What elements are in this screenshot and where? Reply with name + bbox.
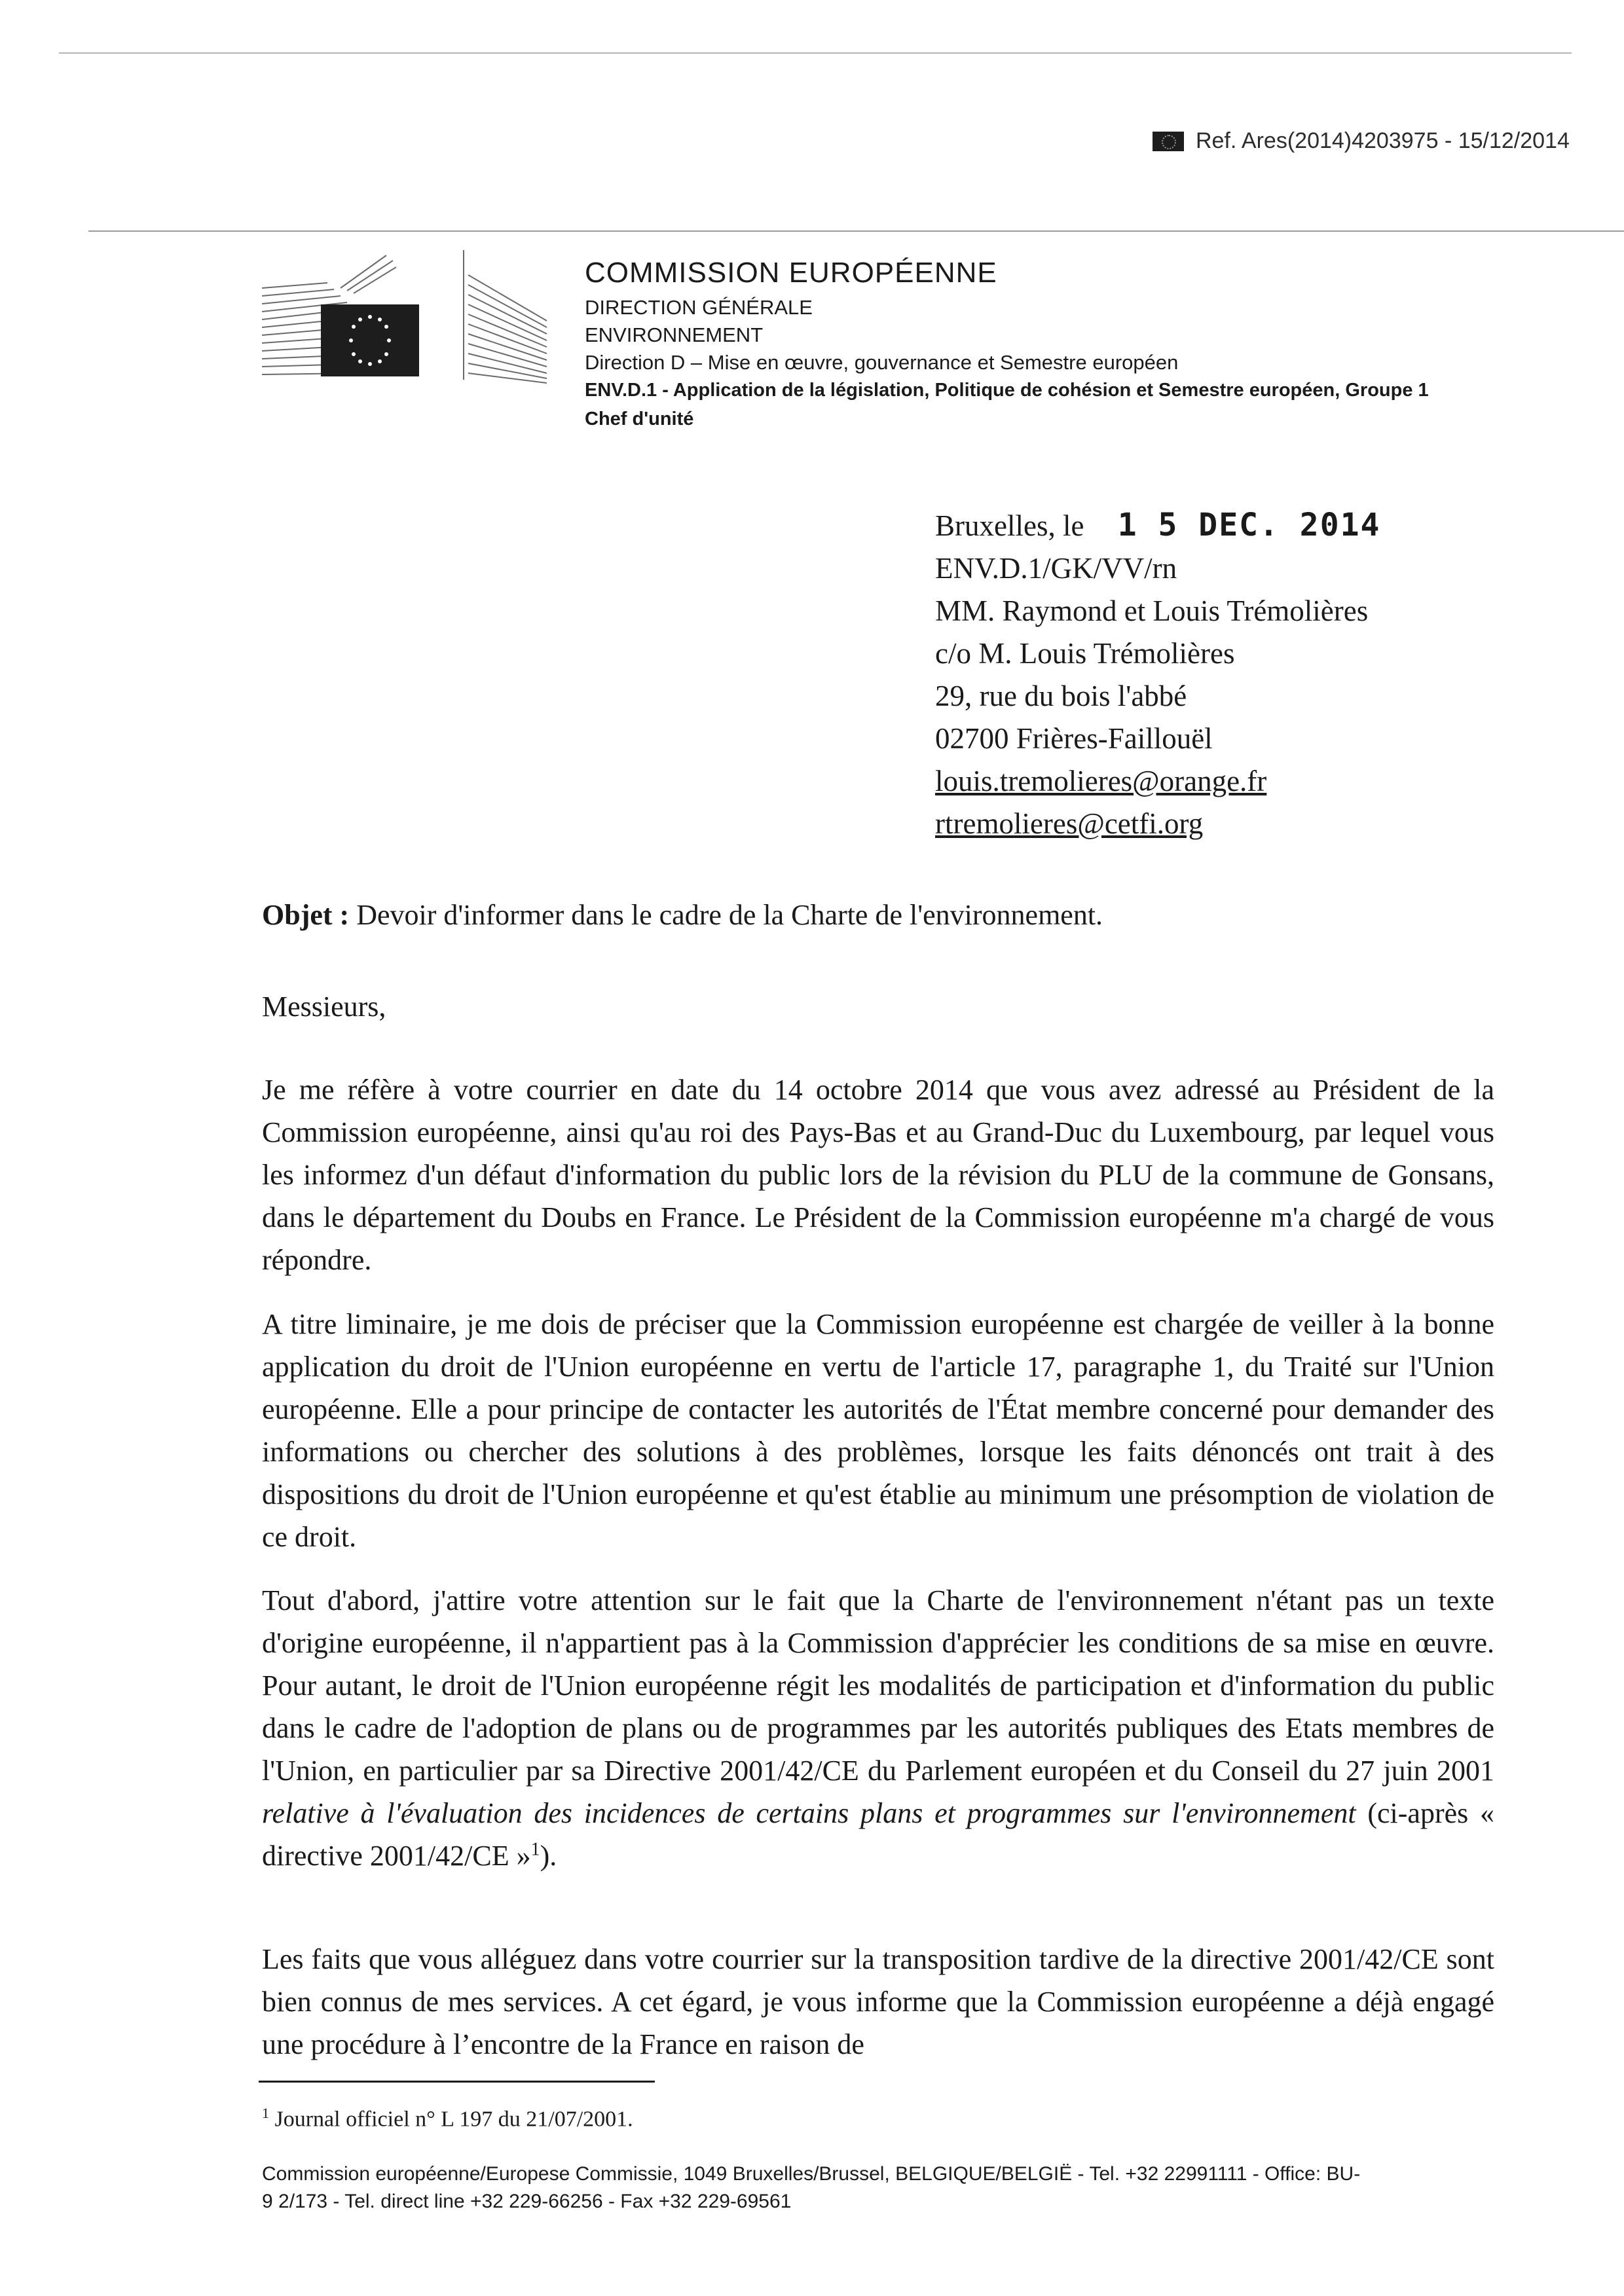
place-label: Bruxelles, le <box>935 509 1084 542</box>
city-address: 02700 Frières-Faillouël <box>935 722 1213 755</box>
commission-logo <box>255 249 550 393</box>
footnote-separator <box>259 2081 655 2083</box>
subject-text: Devoir d'informer dans le cadre de la Charte de l'environnement. <box>356 899 1103 931</box>
recipients: MM. Raymond et Louis Trémolières <box>935 594 1369 627</box>
footer-line-1: Commission européenne/Europese Commissie, 1049 Bruxelles/Brussel, BELGIQUE/BELGIË - Tel. +32 22991111 - Office: BU- <box>262 2163 1361 2185</box>
date-stamp: 1 5 DEC. 2014 <box>1117 507 1381 543</box>
paragraph-3 <box>262 1579 1494 1877</box>
paragraph-3-text-a: Tout d'abord, j'attire votre attention sur le fait que la Charte de l'environnement n'étant pas un texte d'origine européenne, il n'appartient pas à la Commission d'apprécier les conditions de sa mise en œuvre. Pour autant, le droit de l'Union européenne régit les modalités de participation et d'information du public dans le cadre de l'adoption de plans ou de programmes par les autorités publiques des Etats membres de l'Union, en particulier par sa Directive 2001/42/CE du Parlement européen et du Conseil du 27 juin 2001 <box>262 1584 1494 1787</box>
care-of: c/o M. Louis Trémolières <box>935 637 1235 670</box>
subject-line <box>262 894 1494 936</box>
paragraph-1: Je me réfère à votre courrier en date du 14 octobre 2014 que vous avez adressé au Président de la Commission européenne, ainsi qu'au roi des Pays-Bas et au Grand-Duc du Luxembourg, par lequel vous les informez d'un défaut d'information du public lors de la révision du PLU de la commune de Gonsans, dans le département du Doubs en France. Le Président de la Commission européenne m'a chargé de vous répondre. <box>262 1074 1494 1276</box>
organisation-name: COMMISSION EUROPÉENNE <box>585 257 997 289</box>
email-link-2[interactable]: rtremolieres@cetfi.org <box>935 807 1204 840</box>
salutation: Messieurs, <box>262 991 386 1023</box>
footnote-text: Journal officiel n° L 197 du 21/07/2001. <box>274 2107 633 2132</box>
reference-stamp <box>1153 128 1570 154</box>
directorate-general-line2: ENVIRONNEMENT <box>585 323 764 346</box>
paragraph-2: A titre liminaire, je me dois de préciser que la Commission européenne est chargée de veiller à la bonne application du droit de l'Union européenne en vertu de l'article 17, paragraphe 1, du Traité sur l'Union européenne. Elle a pour principe de contacter les autorités de l'État membre concerné pour demander des informations ou chercher des solutions à des problèmes, lorsque les faits dénoncés ont trait à des dispositions du droit de l'Union européenne et qu'est établie au minimum une présomption de violation de ce droit. <box>262 1308 1494 1553</box>
page-footer <box>262 2160 1506 2215</box>
subject-label: Objet : <box>262 899 350 931</box>
email-link-1[interactable]: louis.tremolieres@orange.fr <box>935 765 1267 797</box>
directorate-general-line1: DIRECTION GÉNÉRALE <box>585 296 813 319</box>
footer-line-2: 9 2/173 - Tel. direct line +32 229-66256 - Fax +32 229-69561 <box>262 2191 792 2212</box>
footnote <box>262 2105 633 2132</box>
paragraph-4: Les faits que vous alléguez dans votre courrier sur la transposition tardive de la directive 2001/42/CE sont bien connus de mes services. A cet égard, je vous informe que la Commission européenne a déjà engagé une procédure à l’encontre de la France en raison de <box>262 1943 1494 2060</box>
directorate-name: Direction D – Mise en œuvre, gouvernance et Semestre européen <box>585 351 1179 374</box>
directive-title: relative à l'évaluation des incidences de certains plans et programmes sur l'environnement <box>262 1797 1356 1829</box>
top-scan-line <box>59 52 1572 54</box>
street-address: 29, rue du bois l'abbé <box>935 680 1187 712</box>
address-block <box>935 504 1590 845</box>
eu-flag-small-icon <box>1153 132 1184 151</box>
footnote-ref: 1 <box>530 1839 540 1860</box>
paragraph-3-text-b: (ci-après « directive 2001/42/CE » <box>262 1797 1494 1872</box>
paragraph-3-text-c: ). <box>540 1840 557 1872</box>
footnote-number: 1 <box>262 2105 269 2121</box>
unit-name: ENV.D.1 - Application de la législation, Politique de cohésion et Semestre européen, Groupe 1 <box>585 380 1429 401</box>
header-rule <box>88 230 1624 232</box>
role-title: Chef d'unité <box>585 409 694 429</box>
reference-number: Ref. Ares(2014)4203975 - 15/12/2014 <box>1196 128 1570 153</box>
reference-code: ENV.D.1/GK/VV/rn <box>935 552 1177 585</box>
date-line <box>935 504 1590 547</box>
